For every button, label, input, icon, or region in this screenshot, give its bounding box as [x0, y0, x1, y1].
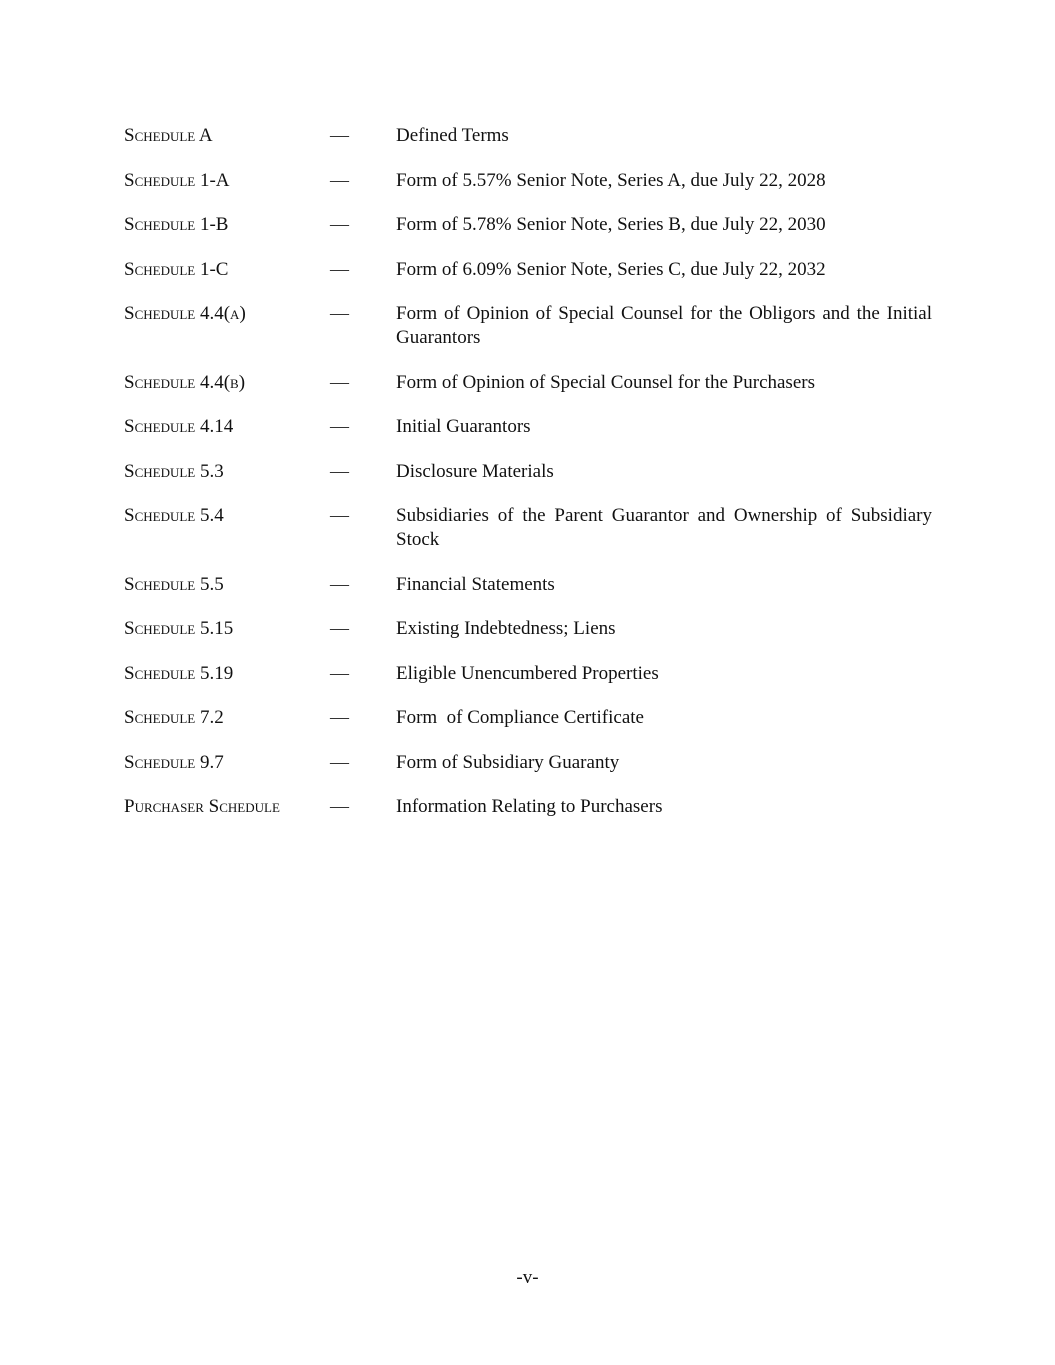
dash-separator: — — [330, 416, 349, 437]
schedule-description: Form of Opinion of Special Counsel for the Obligors and the Initial Guarantors — [396, 303, 932, 348]
schedule-description: Eligible Unencumbered Properties — [396, 662, 659, 684]
schedule-label: Schedule 9.7 — [124, 751, 224, 773]
dash-separator: — — [330, 460, 349, 482]
schedule-row-5-3 — [124, 460, 932, 484]
dash-separator: — — [330, 573, 349, 595]
schedule-label: Schedule 1-C — [124, 258, 229, 280]
schedule-row-7-2 — [124, 706, 932, 730]
schedule-description: Form of Subsidiary Guaranty — [396, 751, 620, 773]
schedule-description: Form of 5.57% Senior Note, Series A, due July 22, 2028 — [396, 169, 826, 191]
schedule-description: Existing Indebtedness; Liens — [396, 618, 616, 639]
schedule-label: Schedule 4.4(b) — [124, 371, 246, 393]
schedule-row-5-19 — [124, 662, 932, 686]
schedule-row-5-5 — [124, 573, 932, 597]
schedule-row-1c — [124, 258, 932, 282]
schedule-row-4-4a — [124, 302, 932, 350]
dash-separator: — — [330, 505, 349, 526]
schedule-label: Schedule 5.4 — [124, 505, 224, 526]
dash-separator: — — [330, 214, 349, 235]
schedule-row-4-4b — [124, 371, 932, 395]
schedule-description: Financial Statements — [396, 573, 555, 595]
schedule-label: Schedule 5.5 — [124, 573, 224, 595]
schedule-description: Subsidiaries of the Parent Guarantor and Ownership of Subsidiary Stock — [396, 505, 932, 550]
schedule-label: Schedule 5.19 — [124, 662, 234, 684]
schedule-description: Form of 6.09% Senior Note, Series C, due July 22, 2032 — [396, 258, 826, 280]
schedule-row-purchaser — [124, 795, 932, 819]
schedule-row-5-15 — [124, 617, 932, 641]
dash-separator: — — [330, 125, 349, 146]
dash-separator: — — [330, 371, 349, 393]
schedule-label: Schedule A — [124, 125, 213, 146]
schedule-row-5-4 — [124, 504, 932, 552]
schedule-label: Purchaser Schedule — [124, 796, 280, 817]
schedule-list — [124, 124, 932, 840]
page-number: -v- — [516, 1267, 539, 1288]
schedule-description: Form of 5.78% Senior Note, Series B, due July 22, 2030 — [396, 214, 826, 235]
dash-separator: — — [330, 258, 349, 280]
schedule-label: Schedule 7.2 — [124, 707, 224, 728]
schedule-description: Defined Terms — [396, 125, 509, 146]
schedule-row-a — [124, 124, 932, 148]
schedule-description: Form of Compliance Certificate — [396, 707, 644, 728]
dash-separator: — — [330, 662, 349, 684]
schedule-description: Form of Opinion of Special Counsel for the Purchasers — [396, 371, 815, 393]
dash-separator: — — [330, 796, 349, 817]
schedule-label: Schedule 1-A — [124, 169, 230, 191]
dash-separator: — — [330, 751, 349, 773]
schedule-label: Schedule 4.14 — [124, 416, 234, 437]
schedule-label: Schedule 4.4(a) — [124, 303, 246, 324]
schedule-row-4-14 — [124, 415, 932, 439]
schedule-description: Disclosure Materials — [396, 460, 554, 482]
schedule-label: Schedule 5.15 — [124, 618, 234, 639]
dash-separator: — — [330, 618, 349, 639]
schedule-description: Information Relating to Purchasers — [396, 796, 663, 817]
schedule-row-1a — [124, 169, 932, 193]
dash-separator: — — [330, 303, 349, 324]
dash-separator: — — [330, 707, 349, 728]
schedule-row-1b — [124, 213, 932, 237]
dash-separator: — — [330, 169, 349, 191]
schedule-label: Schedule 1-B — [124, 214, 229, 235]
schedule-description: Initial Guarantors — [396, 416, 531, 437]
schedule-row-9-7 — [124, 751, 932, 775]
schedule-label: Schedule 5.3 — [124, 460, 224, 482]
